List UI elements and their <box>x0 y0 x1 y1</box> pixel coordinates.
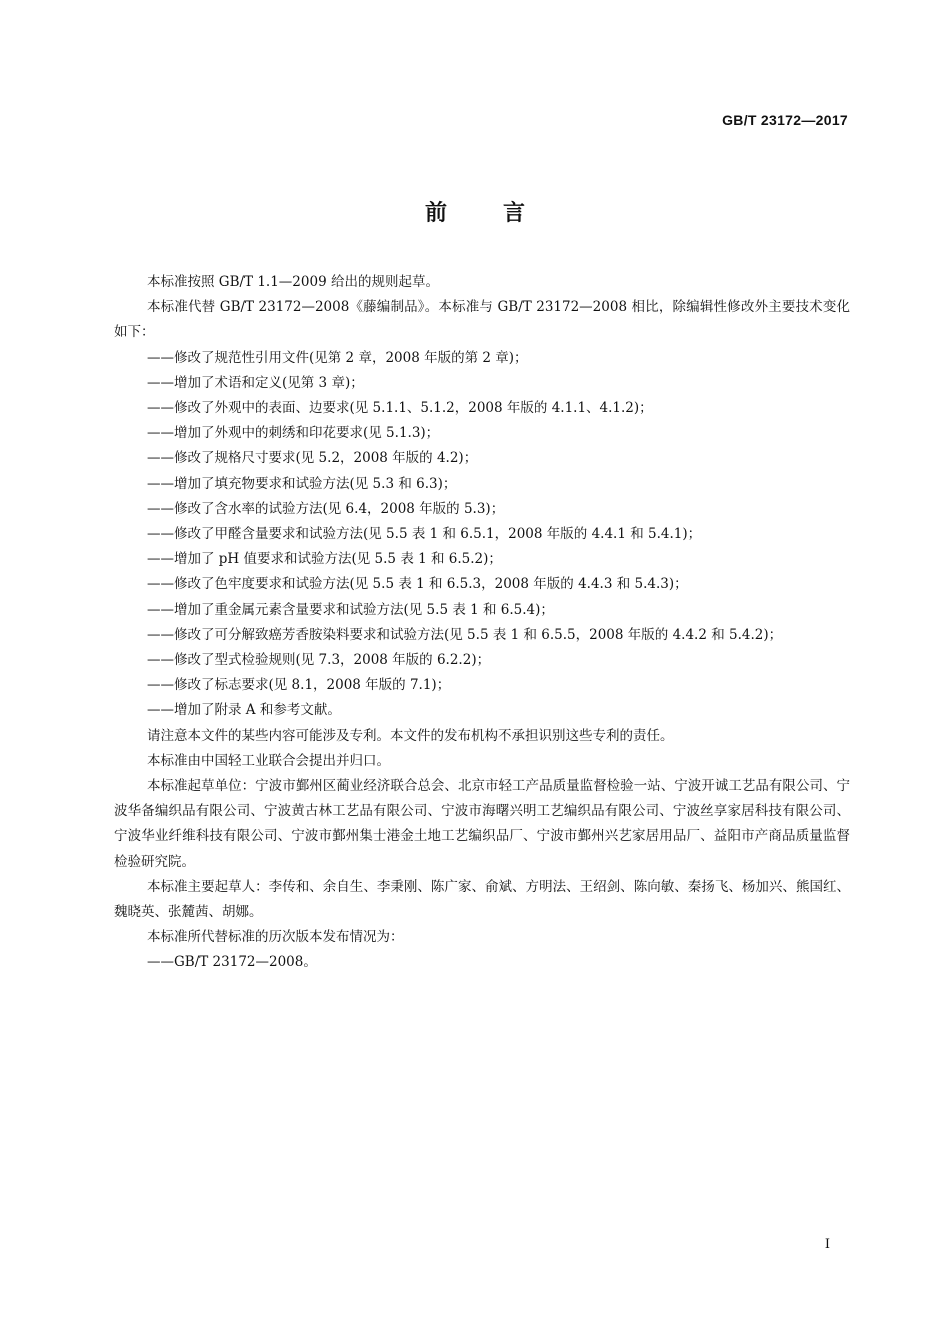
standard-code: GB/T 23172—2017 <box>722 112 848 128</box>
paragraph-proposer: 本标准由中国轻工业联合会提出并归口。 <box>147 752 390 769</box>
change-item: ——修改了标志要求(见 8.1，2008 年版的 7.1)； <box>147 677 451 694</box>
change-item: ——修改了可分解致癌芳香胺染料要求和试验方法(见 5.5 表 1 和 6.5.5，2008 年版的 4.4.2 和 5.4.2)； <box>147 626 783 643</box>
paragraph-drafters: 本标准主要起草人：李传和、余自生、李秉刚、陈广家、俞斌、方明法、王绍剑、陈向敏、秦扬飞、杨加兴、熊国红、魏晓英、张麓茜、胡娜。 <box>114 878 850 921</box>
paragraph-replacement: 本标准代替 GB/T 23172—2008《藤编制品》。本标准与 GB/T 23172—2008 相比，除编辑性修改外主要技术变化如下： <box>114 299 850 341</box>
history-item: ——GB/T 23172—2008。 <box>147 954 317 971</box>
paragraph-drafting-units: 本标准起草单位：宁波市鄞州区蔺业经济联合总会、北京市轻工产品质量监督检验一站、宁波开诚工艺品有限公司、宁波华备编织品有限公司、宁波黄古林工艺品有限公司、宁波市海曙兴明工艺编织品有限公司、宁波丝享家居科技有限公司、宁波华业纤维科技有限公司、宁波市鄞州集士港金土地工艺编织品厂、宁波市鄞州兴艺家居用品厂、益阳市产商品质量监督检验研究院。 <box>114 778 850 870</box>
change-item: ——修改了规范性引用文件(见第 2 章，2008 年版的第 2 章)； <box>147 349 528 366</box>
change-item: ——增加了重金属元素含量要求和试验方法(见 5.5 表 1 和 6.5.4)； <box>147 601 554 618</box>
paragraph-drafting-rules: 本标准按照 GB/T 1.1—2009 给出的规则起草。 <box>147 274 439 290</box>
page-title: 前言 <box>424 201 581 226</box>
change-item: ——增加了填充物要求和试验方法(见 5.3 和 6.3)； <box>147 475 457 492</box>
change-item: ——增加了术语和定义(见第 3 章)； <box>147 374 364 391</box>
paragraph-history-intro: 本标准所代替标准的历次版本发布情况为： <box>147 929 404 946</box>
change-item: ——修改了含水率的试验方法(见 6.4，2008 年版的 5.3)； <box>147 500 505 517</box>
change-item: ——修改了色牢度要求和试验方法(见 5.5 表 1 和 6.5.3，2008 年版的 4.4.3 和 5.4.3)； <box>147 576 688 593</box>
foreword-body <box>114 270 850 976</box>
change-item: ——修改了型式检验规则(见 7.3，2008 年版的 6.2.2)； <box>147 652 491 669</box>
page-number: I <box>824 1237 830 1252</box>
change-item: ——增加了附录 A 和参考文献。 <box>147 702 341 719</box>
paragraph-patent-notice: 请注意本文件的某些内容可能涉及专利。本文件的发布机构不承担识别这些专利的责任。 <box>147 727 674 744</box>
change-item: ——增加了 pH 值要求和试验方法(见 5.5 表 1 和 6.5.2)； <box>147 551 502 568</box>
change-item: ——修改了甲醛含量要求和试验方法(见 5.5 表 1 和 6.5.1，2008 年版的 4.4.1 和 5.4.1)； <box>147 526 702 543</box>
change-item: ——增加了外观中的刺绣和印花要求(见 5.1.3)； <box>147 425 440 442</box>
change-item: ——修改了外观中的表面、边要求(见 5.1.1、5.1.2，2008 年版的 4.1.1、4.1.2)； <box>147 400 653 417</box>
change-item: ——修改了规格尺寸要求(见 5.2，2008 年版的 4.2)； <box>147 450 478 467</box>
